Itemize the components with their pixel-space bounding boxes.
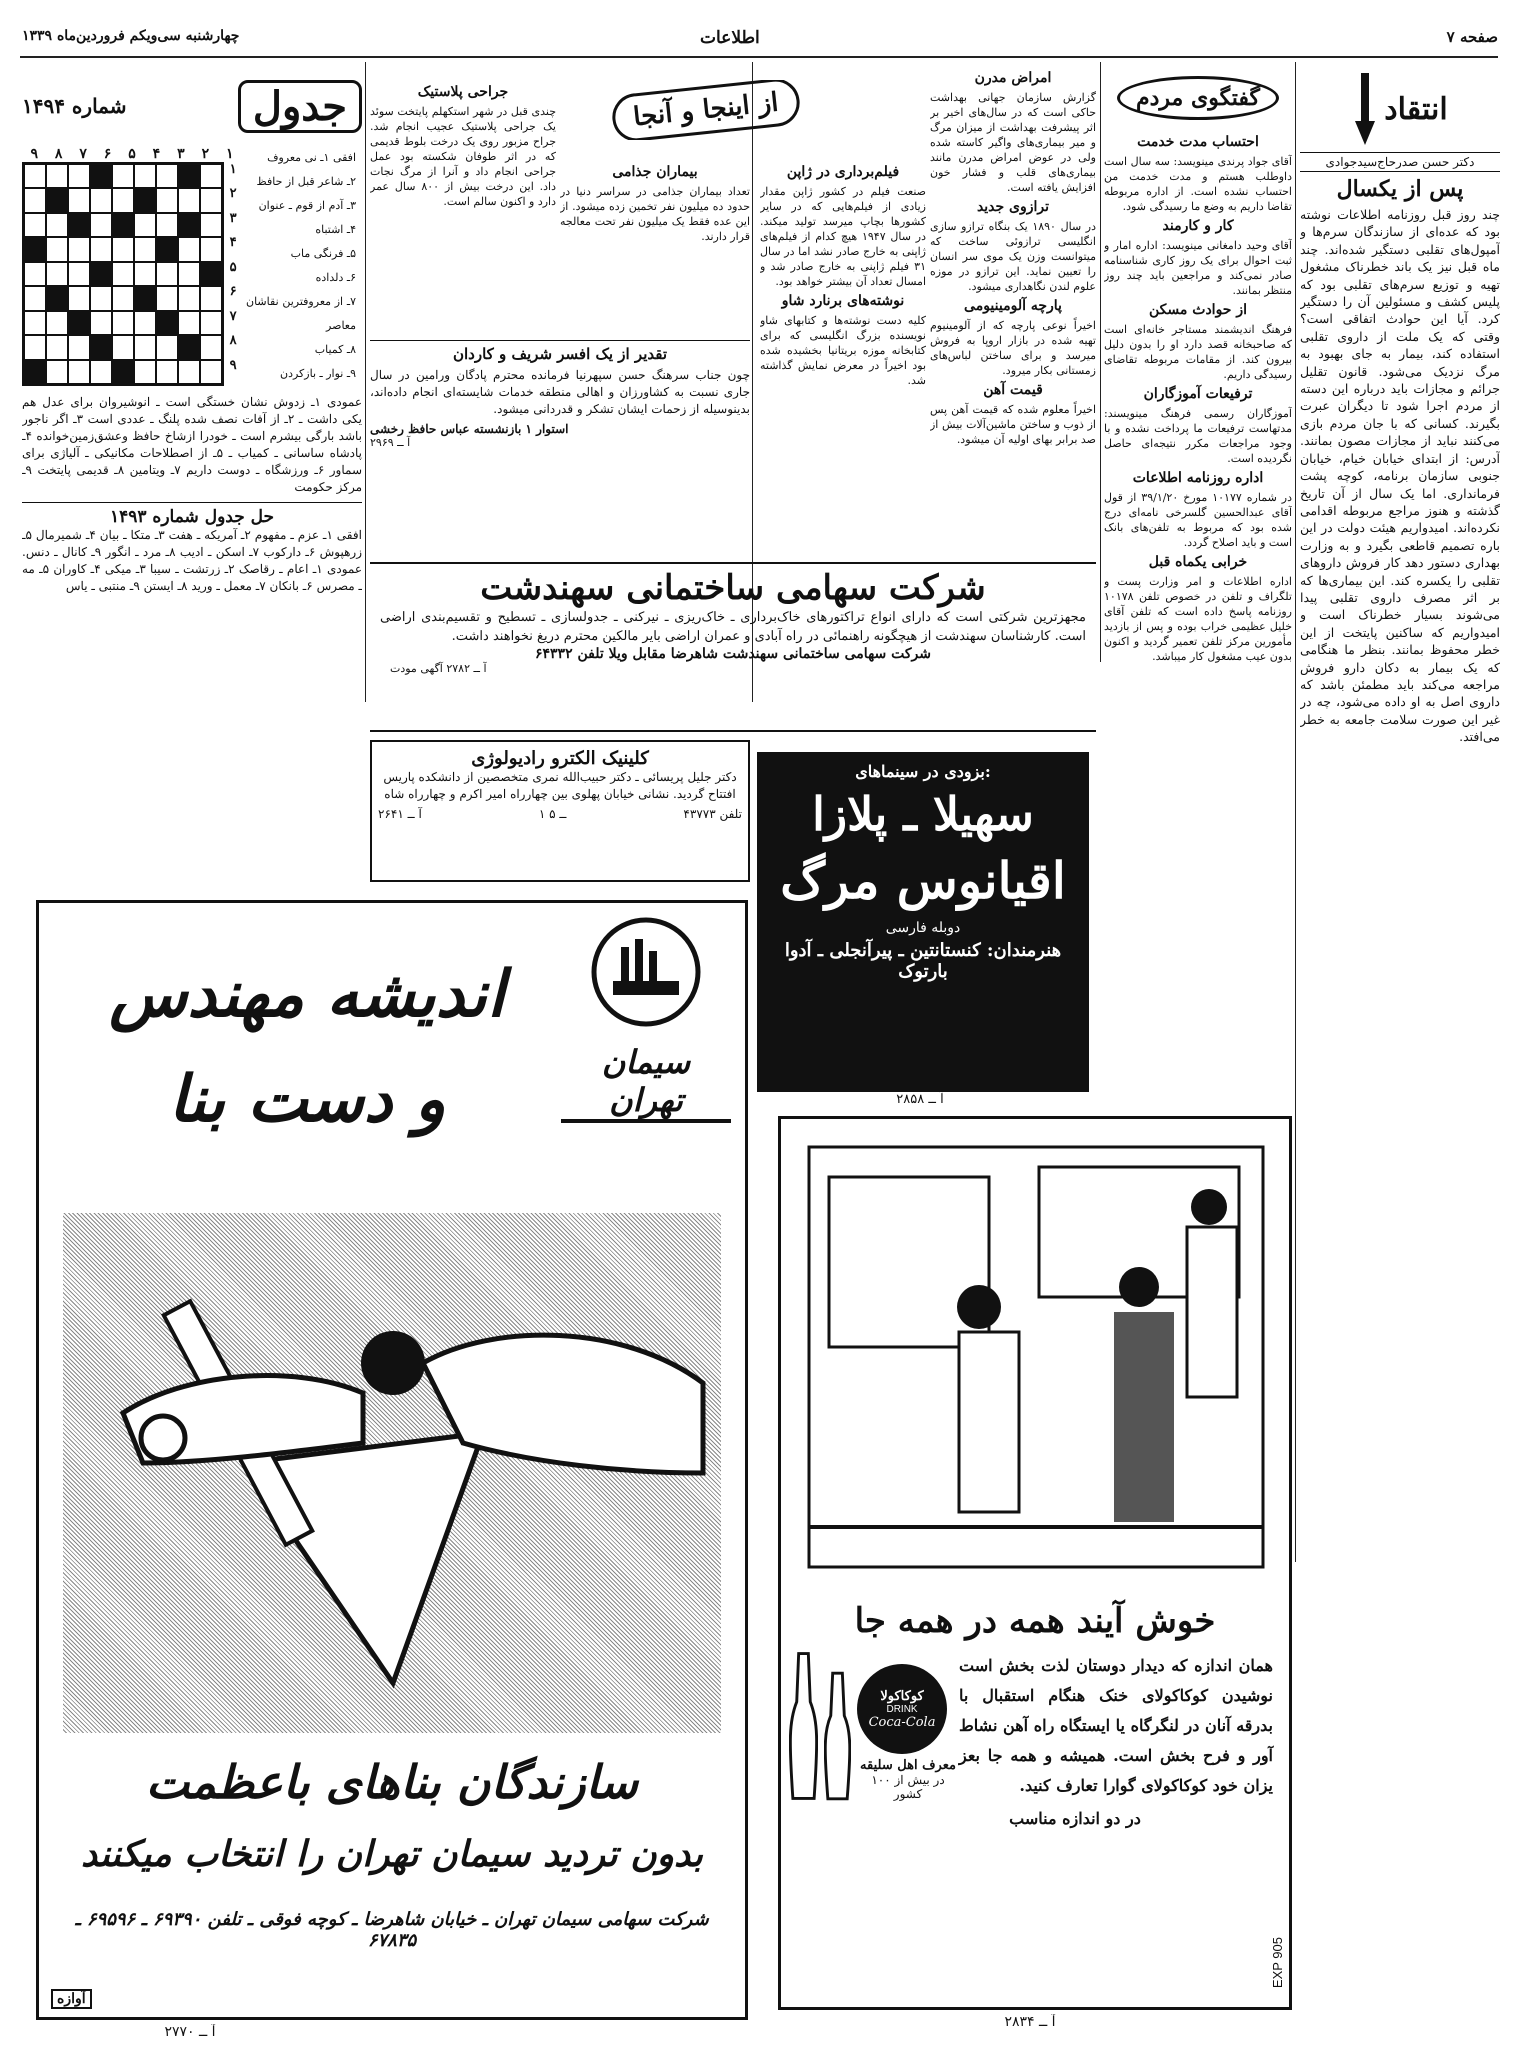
- critique-body: چند روز قبل روزنامه اطلاعات نوشته بود که عده‌ای از سازندگان سرم‌ها و آمپول‌های تقلبی دستگیر شده‌اند. چند ماه قبل نیز یک باند خطرناک مشغول تهیه و توزیع سرم‌های تقلبی بود که پلیس کشف و مسئولین آن را دستگیر کرد. آیا این حوادث اتفاقی است؟ وقتی که یک ملت از داروی تقلبی استفاده کند، بیمار به جای بهبود به مرگ نزدیک می‌شود. قانون تقلیل جرائم و مجازات باید درباره این دسته از مردم اجرا شود تا دیگران عبرت بگیرند. کسانی که با جان مردم بازی می‌کنند نباید از مجازات مصون بمانند. آدرس: از ابتدای خیابان خیام، خیابان جنوبی سازمان برنامه، کوچه پشت فرمانداری. اما یک سال از آن تاریخ گذشته و هنوز مراجع مربوطه اقدامی نکرده‌اند. امیدواریم هیئت دولت در این باره تصمیم قاطعی بگیرد و به وزارت بهداری دستور دهد کار فروش داروهای تقلبی را یکسره کند. این بیماری‌ها که بر اثر مصرف داروی تقلبی پیدا می‌شوند بسیار خطرناک است و امیدواریم که ساکنین پایتخت از این خطر محفوظ بمانند. بنظر ما هنگامی که یک بیمار به دکان دارو فروش مراجعه می‌کند باید مطمئن باشد که داروی اصل به او داده می‌شود، چه در غیر این صورت سلامت جامعه به خطر می‌افتد.: [1300, 207, 1500, 745]
- lepers-article: [560, 160, 750, 340]
- section-body: فرهنگ اندیشمند مستاجر خانه‌ای است که صاحبخانه قصد دارد او را بدون دلیل بیرون کند. از مقامات مربوطه تقاضای رسیدگی داریم.: [1104, 323, 1292, 381]
- prev-solution-body: افقی ۱ـ عزم ـ مفهوم ۲ـ آمریکه ـ هفت ۳ـ متکا ـ بیان ۴ـ شمیرمال ۵ـ زرهپوش ۶ـ دارکوب ۷ـ اسکن ـ ادیب ۸ـ مرد ـ انگور ۹ـ کانال ـ دنس. عمودی ۱ـ اعام ـ رقاصک ۲ـ زرتشت ـ سیبا ۳ـ میکی ۴ـ کاوران ۵ـ مه ـ مصرس ۶ـ بانکان ۷ـ معمل ـ ورید ۸ـ ایستن ۹ـ منتبی ـ یاس: [22, 528, 362, 593]
- article-body: چندی قبل در شهر استکهلم پایتخت سوئد یک جراحی پلاستیک عجیب انجام شد. جراح مزبور روی یک درخت بلوط قدیمی که در اثر طوفان شکسته بود عمل جراحی انجام داد و آنرا از مرگ نجات داد. این درخت بیش از ۸۰۰ سال عمر دارد و اکنون سالم است.: [370, 105, 556, 208]
- critique-title: پس از یکسال: [1336, 176, 1464, 202]
- ad-code: آ ــ ۲۷۸۲ آگهی مودت: [390, 662, 487, 675]
- ad-phone: تلفن ۴۳۷۷۳: [683, 807, 742, 821]
- cinema-code: آ ــ ۲۸۵۸: [896, 1092, 944, 1107]
- crossword-title: جدول: [238, 80, 362, 133]
- sahand-ad: [370, 562, 1096, 732]
- section-title: خرابی یکماه قبل: [1148, 554, 1248, 570]
- coke-brand-en: Coca-Cola: [868, 1714, 936, 1730]
- row-number: ۴: [229, 235, 237, 251]
- column-number: ۷: [79, 146, 87, 162]
- section-title: کار و کارمند: [1162, 218, 1234, 234]
- article-body: تعداد بیماران جذامی در سراسر دنیا در حدود ده میلیون نفر تخمین زده میشود. از این عده فقط یک میلیون نفر تحت معالجه قرار دارند.: [560, 185, 750, 243]
- cement-headline: سازندگان بناهای باعظمت: [145, 1755, 639, 1809]
- article-body: کلیه دست نوشته‌ها و کتابهای شاو نویسنده بزرگ انگلیسی که برای کتابخانه موزه بریتانیا بخشیده شده بود اخیراً در معرض نمایش گذاشته شد.: [760, 314, 926, 387]
- clue: افقی ۱ـ نی معروف: [267, 151, 356, 164]
- section-body: آقای وحید دامغانی مینویسد: اداره امار و ثبت احوال برای یک روز کاری شناسنامه صادر نمی‌کند و مراجعین باید چند روز منتظر بمانند.: [1104, 239, 1292, 297]
- cinema-names: سهیلا ـ پلازا: [812, 787, 1034, 841]
- factory-logo-icon: [591, 917, 701, 1027]
- article-title: ترازوی جدید: [976, 199, 1050, 215]
- row-number: ۳: [229, 210, 237, 226]
- cement-brand-logo: سیمان تهران: [561, 1043, 731, 1123]
- cement-ad: [36, 900, 748, 2020]
- notice-body: چون جناب سرهنگ حسن سپهرنیا فرمانده محترم پادگان ورامین در سال جاری نسبت به کشاورزان و اهالی منطقه خدمات شایسته‌ای انجام داده‌اند، بدینوسیله از زحمات ایشان تشکر و قدردانی میشود.: [370, 368, 750, 416]
- newspaper-name: اطلاعات: [700, 28, 760, 48]
- section-body: آقای جواد پرندی مینویسد: سه سال است داوطلب هستم و مدت خدمت من احتساب نشده است. از اداره مربوطه تقاضا داریم به وضع ما رسیدگی شود.: [1104, 155, 1292, 213]
- article-title: قیمت آهن: [983, 382, 1043, 398]
- column-number: ۳: [177, 146, 185, 162]
- coke-brand-fa: کوکاکولا: [880, 1688, 924, 1704]
- article-title: پارچه آلومینیومی: [964, 298, 1062, 314]
- cement-code: آ ــ ۲۷۷۰: [164, 2024, 216, 2040]
- article-body: در سال ۱۸۹۰ یک بنگاه ترازو سازی انگلیسی ترازوئی ساخت که میتوانست وزن یک موی سر انسان را تعیین نماید. این ترازو در موزه علوم لندن نگاهداری میشود.: [930, 220, 1096, 293]
- article-body: صنعت فیلم در کشور ژاپن مقدار زیادی از فیلم‌هایی که در سایر کشورها بچاپ میرسد تولید میکند. در سال ۱۹۴۷ هیچ کدام از فیلم‌های ژاپنی به خارج صادر نشد اما در سال ۳۱ فیلم ژاپنی به خارج صادر شد و امسال تعداد آن بیشتر خواهد بود.: [760, 185, 926, 288]
- coke-countries: در بیش از ۱۰۰ کشور: [871, 1773, 945, 1801]
- pen-icon: [1352, 73, 1378, 145]
- cement-slogan-1: اندیشه مهندس: [109, 957, 505, 1032]
- row-number: ۱: [229, 162, 237, 177]
- article-title: فیلم‌برداری در ژاپن: [786, 164, 900, 180]
- column-number: ۱: [226, 146, 234, 162]
- coke-code: آ ــ ۲۸۳۴: [1004, 2014, 1056, 2030]
- ad-contact: شرکت سهامی ساختمانی سهندشت شاهرضا مقابل ویلا تلفن ۶۴۳۳۲: [534, 646, 931, 662]
- critique-column: [1300, 66, 1500, 1566]
- appreciation-notice: [370, 340, 750, 490]
- section-title: اداره روزنامه اطلاعات: [1132, 470, 1264, 486]
- notice-code: آ ــ ۲۹۶۹: [370, 436, 411, 449]
- coke-known: معرف اهل سلیقه: [860, 1758, 956, 1773]
- column-number: ۴: [152, 146, 161, 162]
- row-number: ۶: [229, 284, 237, 300]
- row-number: ۸: [229, 333, 237, 349]
- cement-slogan-2: و دست بنا: [168, 1062, 446, 1137]
- ad-title: شرکت سهامی ساختمانی سهندشت: [480, 568, 986, 608]
- vertical-clues: عمودی ۱ـ زدوش نشان خستگی است ـ انوشیروان برای عدل هم یکی داشت ـ ۲ـ از آفات نصف شده پلنگ ـ عددی است ۳ـ اگر ناجور باشد بارگی بیشرم است ـ خودرا ازشاخ حافظ وعشق‌زمین‌خوانده ۴ـ پادشاه ساسانی ـ کمیاب ـ ۵ـ از اصطلاحات مکانیکی ـ آلیاژی برای سماور ۶ـ ورزشگاه ـ دوست داریم ۷ـ ویتامین ۸ـ قدیمی پایتخت ۹ـ مرکز حکومت: [22, 395, 362, 494]
- crossword-number: شماره ۱۴۹۴: [22, 94, 127, 118]
- article-body: گزارش سازمان جهانی بهداشت حاکی است که در سال‌های اخیر بر اثر پیشرفت بهداشت از میزان مرگ و میر بیماری‌های واگیر کاسته شده ولی در عوض امراض مدرن مانند بیماری‌های قلب و فشار خون افزایش یافته است.: [930, 91, 1096, 194]
- clue: ۶ـ دلداده: [315, 271, 356, 284]
- row-number: ۹: [229, 357, 237, 373]
- clinic-ad: [370, 740, 750, 882]
- row-number: ۷: [229, 308, 237, 324]
- clue: ۴ـ اشتباه: [315, 223, 356, 236]
- clue: ۹ـ نوار ـ بازکردن: [280, 367, 356, 380]
- film-cast: هنرمندان: کنستانتین ـ پیرآنجلی ـ آدوا بارتوک: [784, 940, 1062, 982]
- ad-code: ۱ ــ ۵: [538, 807, 567, 821]
- coke-body: همان اندازه که دیدار دوستان لذت بخش است نوشیدن کوکاکولای خنک هنگام استقبال با بدرقه آنان در لنگرگاه یا ایستگاه راه آهن نشاط آور و فرح بخش است. همیشه و همه جا بعز یزان خود کوکاکولای گوارا تعارف کنید.: [959, 1656, 1273, 1795]
- section-body: اداره اطلاعات و امر وزارت پست و تلگراف و تلفن در خصوص تلفن ۱۰۱۷۸ روزنامه پاسخ داده است که تلفن آقای خلیل عظیمی خراب بوده و پس از بازدید مأمورین مرکز تلفن تعمیر گردید و اکنون بدون عیب مشغول کار میباشد.: [1104, 575, 1292, 663]
- section-body: در شماره ۱۰۱۷۷ مورخ ۳۹/۱/۲۰ از قول آقای عبدالحسین گلسرخی نامه‌ای درج شده بود که مربوط به تلفن‌های بانک است و باید اصلاح گردد.: [1104, 491, 1292, 549]
- article-title: جراحی پلاستیک: [417, 84, 509, 100]
- crossword: [22, 66, 362, 706]
- film-title: اقیانوس مرگ: [780, 851, 1066, 910]
- notice-signature: استوار ۱ بازنشسته عباس حافظ رخشی: [370, 422, 569, 436]
- article-title: نوشته‌های برنارد شاو: [781, 293, 905, 309]
- column-number: ۵: [128, 146, 136, 162]
- row-number: ۲: [229, 186, 237, 202]
- film-dubbed: دوبله فارسی: [885, 920, 961, 936]
- coke-bottle-icon: [824, 1671, 851, 1801]
- coke-headline: خوش آیند همه در همه جا: [854, 1601, 1216, 1641]
- coke-sign: [857, 1664, 947, 1754]
- article-body: اخیراً معلوم شده که قیمت آهن پس از ذوب و ساختن ماشین‌آلات بیش از صد برابر بهای اولیه آن میشود.: [930, 403, 1096, 446]
- clue: ۸ـ کمیاب: [314, 343, 356, 356]
- ad-body: دکتر جلیل پریسائی ـ دکتر حبیب‌الله نمری متخصصین از دانشکده پاریس افتتاح گردید. نشانی خیابان پهلوی بین چهارراه امیر اکرم و چهارراه شاه: [383, 770, 737, 801]
- ad-title: کلینیک الکترو رادیولوژی: [471, 748, 649, 769]
- plastic-article: [370, 80, 556, 340]
- coke-drink: DRINK: [886, 1703, 918, 1715]
- clue: ۵ـ فرنگی ماب: [290, 247, 356, 260]
- section-body: آموزگاران رسمی فرهنگ مینویسند: مدتهاست ترفیعات ما پرداخت نشده و با وجود مراجعات مکرر نتیجه‌ای حاصل نگردیده است.: [1104, 407, 1292, 465]
- section-title: احتساب مدت خدمت: [1137, 134, 1259, 150]
- column-number: ۸: [54, 146, 63, 162]
- critique-author: دکتر حسن صدرحاج‌سیدجوادی: [1300, 152, 1500, 172]
- ad-code: آ ــ ۲۶۴۱: [378, 807, 422, 821]
- clue: ۳ـ آدم از قوم ـ عنوان: [258, 199, 356, 212]
- column-number: ۹: [30, 146, 38, 162]
- conversation-column: [1104, 66, 1292, 1086]
- article-body: اخیراً نوعی پارچه که از آلومینیوم تهیه شده در بازار اروپا به فروش میرسد و برای ساختن لباس‌های زمستانی بکار میرود.: [930, 319, 1096, 377]
- ad-body: مجهزترین شرکتی است که دارای انواع تراکتورهای خاک‌برداری ـ خاک‌ریزی ـ نیرکنی ـ جدولسازی ـ تسطیح و تقسیم‌بندی اراضی است. کارشناسان سهندشت از هیچگونه راهنمائی در راه آبادی و عمران اراضی بایر مالکین محترم دریغ نخواهند داشت.: [380, 610, 1086, 644]
- cement-contact: شرکت سهامی سیمان تهران ـ خیابان شاهرضا ـ کوچه فوقی ـ تلفن ۶۹۳۹۰ ـ ۶۹۵۹۶ ـ ۶۷۸۳۵: [75, 1909, 709, 1951]
- coke-bottle-icon: [789, 1651, 818, 1801]
- article-title: امراض مدرن: [974, 70, 1052, 86]
- header-rule: [20, 56, 1498, 58]
- coke-ad: [778, 1116, 1292, 2010]
- column-divider: [365, 62, 366, 702]
- cinema-ad: [757, 752, 1089, 1092]
- cement-subline: بدون تردید سیمان تهران را انتخاب میکنند: [81, 1833, 703, 1875]
- conversation-logo: گفتگوی مردم: [1104, 66, 1292, 130]
- here-there-logo: از اینجا و آنجا: [596, 80, 816, 140]
- cement-studio: آوازه: [51, 1989, 92, 2009]
- page-number: صفحه ۷: [1446, 28, 1498, 46]
- notice-title: تقدیر از یک افسر شریف و کاردان: [452, 345, 668, 363]
- section-title: از حوادث مسکن: [1149, 302, 1247, 318]
- train-station-scene-icon: [789, 1127, 1283, 1587]
- column-divider: [1295, 62, 1296, 1562]
- cement-illustration: [63, 1213, 721, 1733]
- column-divider: [1100, 62, 1101, 662]
- prev-solution-title: حل جدول شماره ۱۴۹۳: [22, 502, 362, 527]
- cinema-soon: بزودی در سینماهای:: [855, 762, 991, 781]
- coke-exp: EXP 905: [1270, 1937, 1285, 1989]
- article-title: بیماران جذامی: [612, 164, 698, 180]
- clue: ۲ـ شاعر قبل از حافظ: [256, 175, 356, 188]
- crossword-grid[interactable]: [22, 162, 224, 386]
- critique-logo: انتقاد: [1300, 66, 1500, 152]
- coke-illustration: [789, 1127, 1281, 1587]
- row-number: ۵: [229, 259, 237, 275]
- section-title: ترفیعات آموزگاران: [1143, 386, 1253, 402]
- column-number: ۲: [201, 146, 210, 162]
- clue: ۷ـ از معروفترین نقاشان معاصر: [246, 295, 356, 332]
- column-number: ۶: [103, 146, 112, 162]
- trowel-hand-icon: [63, 1213, 723, 1733]
- coke-sizes: در دو اندازه مناسب: [1009, 1809, 1141, 1828]
- issue-date: چهارشنبه سی‌ویکم فروردین‌ماه ۱۳۳۹: [22, 28, 240, 44]
